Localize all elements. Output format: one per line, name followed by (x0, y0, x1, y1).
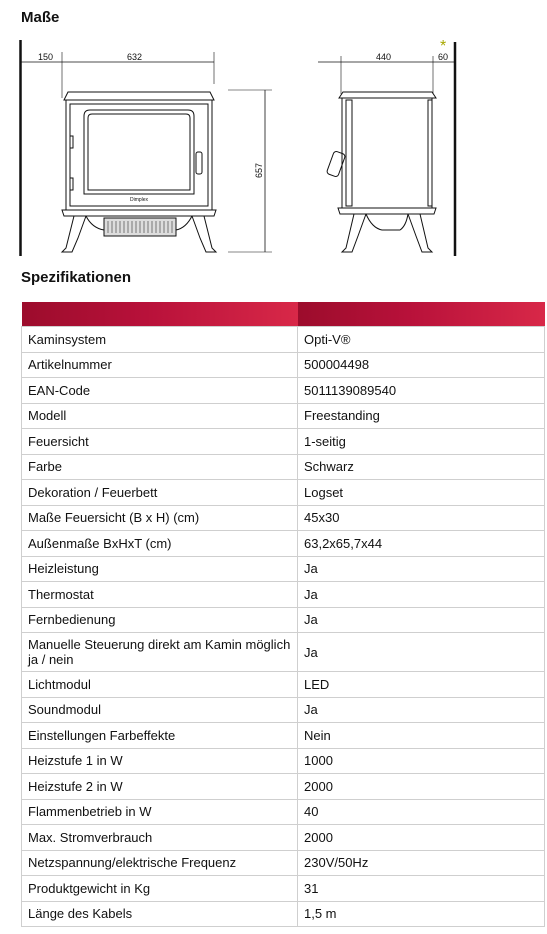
spec-label: Artikelnummer (22, 352, 298, 378)
spec-value: Schwarz (298, 454, 545, 480)
table-row (22, 429, 545, 455)
spec-table (21, 302, 545, 927)
table-row (22, 825, 545, 851)
stove-side-leg-right (408, 214, 432, 252)
spec-value: 45x30 (298, 505, 545, 531)
spec-label: EAN-Code (22, 378, 298, 404)
table-row (22, 607, 545, 633)
spec-value: Opti-V® (298, 327, 545, 353)
spec-label: Heizstufe 1 in W (22, 748, 298, 774)
stove-logo: Dimplex (130, 197, 149, 203)
table-row (22, 556, 545, 582)
dim-depth-label: 440 (376, 52, 392, 62)
table-row (22, 378, 545, 404)
stove-front-window (84, 110, 194, 194)
spec-value: Logset (298, 480, 545, 506)
table-row (22, 748, 545, 774)
table-row (22, 672, 545, 698)
spec-value: Nein (298, 723, 545, 749)
table-row (22, 454, 545, 480)
spec-label: Fernbedienung (22, 607, 298, 633)
spec-label: Feuersicht (22, 429, 298, 455)
stove-side-top (339, 92, 436, 98)
spec-table-header (22, 302, 545, 327)
spec-label: Farbe (22, 454, 298, 480)
specifications-title: Spezifikationen (21, 269, 132, 286)
spec-label: Max. Stromverbrauch (22, 825, 298, 851)
table-row (22, 352, 545, 378)
spec-value: Ja (298, 607, 545, 633)
spec-value: LED (298, 672, 545, 698)
spec-label: Thermostat (22, 582, 298, 608)
spec-label: Netzspannung/elektrische Frequenz (22, 850, 298, 876)
dim-offset-label: 150 (38, 52, 54, 62)
stove-side-body (342, 98, 432, 208)
spec-value: Ja (298, 633, 545, 672)
spec-label: Einstellungen Farbeffekte (22, 723, 298, 749)
dimension-drawing (0, 34, 547, 260)
stove-front-leg-right (192, 216, 216, 252)
spec-label: Manuelle Steuerung direkt am Kamin möglich ja / nein (22, 633, 298, 672)
spec-label: Heizstufe 2 in W (22, 774, 298, 800)
table-row (22, 901, 545, 927)
spec-label: Lichtmodul (22, 672, 298, 698)
spec-label: Kaminsystem (22, 327, 298, 353)
stove-front-top (64, 92, 214, 100)
table-row (22, 531, 545, 557)
table-row (22, 633, 545, 672)
spec-value: 5011139089540 (298, 378, 545, 404)
table-row (22, 582, 545, 608)
spec-label: Produktgewicht in Kg (22, 876, 298, 902)
table-row (22, 505, 545, 531)
spec-value: 31 (298, 876, 545, 902)
spec-label: Flammenbetrieb in W (22, 799, 298, 825)
table-row (22, 403, 545, 429)
spec-value: 40 (298, 799, 545, 825)
spec-label: Soundmodul (22, 697, 298, 723)
spec-value: 230V/50Hz (298, 850, 545, 876)
spec-value: Ja (298, 556, 545, 582)
stove-side-leg-left (342, 214, 366, 252)
spec-value: Ja (298, 697, 545, 723)
table-row (22, 723, 545, 749)
dim-width-label: 632 (127, 52, 143, 62)
spec-value: 1,5 m (298, 901, 545, 927)
table-row (22, 697, 545, 723)
stove-front-leg-left (62, 216, 86, 252)
spec-value: 1000 (298, 748, 545, 774)
spec-value: Freestanding (298, 403, 545, 429)
dim-height-label: 657 (254, 162, 264, 178)
table-row (22, 876, 545, 902)
spec-label: Modell (22, 403, 298, 429)
marker-asterisk: * (440, 38, 447, 55)
spec-label: Dekoration / Feuerbett (22, 480, 298, 506)
spec-label: Länge des Kabels (22, 901, 298, 927)
table-row (22, 480, 545, 506)
table-row (22, 799, 545, 825)
table-row (22, 850, 545, 876)
spec-label: Heizleistung (22, 556, 298, 582)
table-row (22, 327, 545, 353)
spec-value: 2000 (298, 825, 545, 851)
spec-value: 500004498 (298, 352, 545, 378)
dim-gap-label: 60 (438, 52, 449, 62)
dimensions-title: Maße (21, 9, 60, 26)
spec-value: 63,2x65,7x44 (298, 531, 545, 557)
table-row (22, 774, 545, 800)
spec-label: Außenmaße BxHxT (cm) (22, 531, 298, 557)
spec-value: Ja (298, 582, 545, 608)
spec-value: 1-seitig (298, 429, 545, 455)
spec-value: 2000 (298, 774, 545, 800)
spec-label: Maße Feuersicht (B x H) (cm) (22, 505, 298, 531)
